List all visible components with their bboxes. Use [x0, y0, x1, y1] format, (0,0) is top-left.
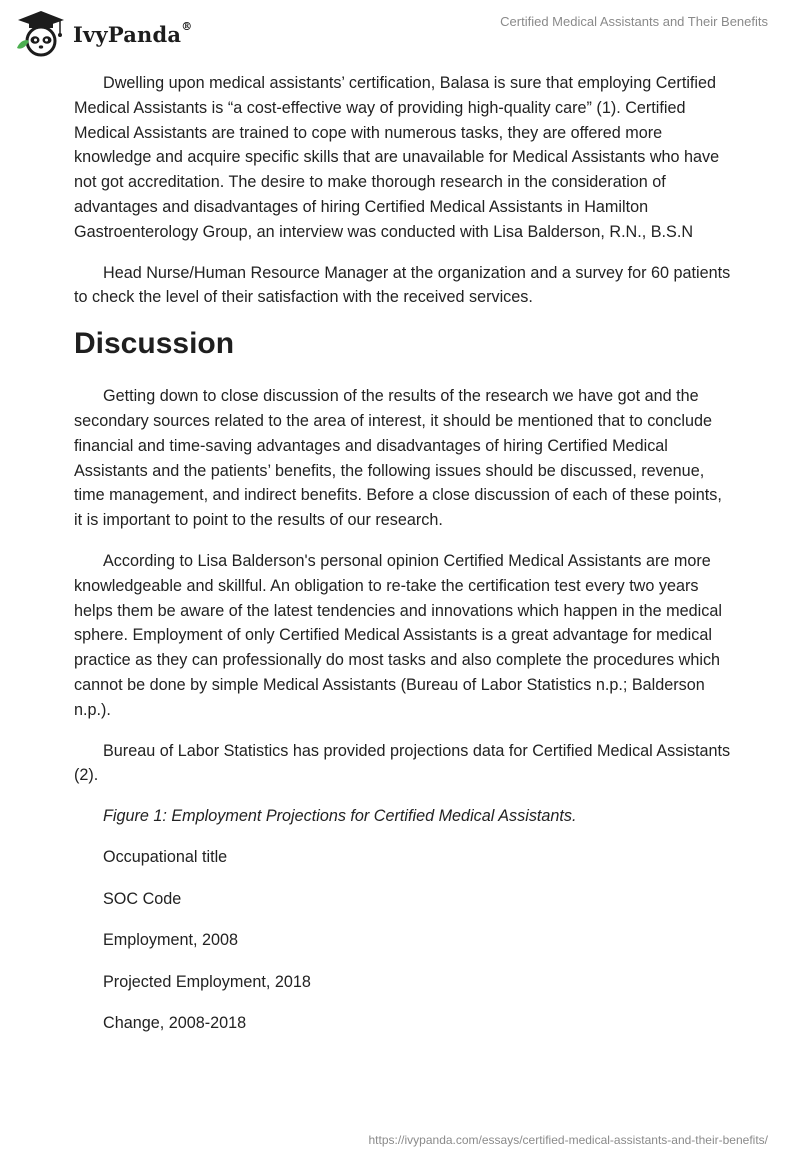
table-line: Employment, 2008 — [103, 931, 238, 950]
paragraph: Head Nurse/Human Resource Manager at the organization and a survey for 60 patients to check the level of their satisfaction with the received services. — [74, 263, 731, 307]
table-line: Projected Employment, 2018 — [103, 972, 311, 991]
brand-name: IvyPanda® — [73, 19, 193, 47]
table-line: SOC Code — [103, 889, 182, 908]
table-line: Change, 2008-2018 — [103, 1014, 247, 1033]
page-header — [0, 0, 800, 60]
paragraph: According to Lisa Balderson's personal opinion Certified Medical Assistants are more knowledgeable and skillful. An obligation to re-take the certification test every two years helps them be aware of the latest tendencies and innovations which happen in the medical sphere. Employment of only Certified Medical Assistants is a great advantage for medical practice as they can professionally do most tasks and also complete the procedures which cannot be done by simple Medical Assistants (Bureau of Labor Statistics n.p.; Balderson n.p.). — [74, 551, 722, 719]
section-heading: Discussion — [74, 327, 235, 361]
essay-body — [74, 71, 734, 1053]
paragraph: Dwelling upon medical assistants’ certification, Balasa is sure that employing Certified Medical Assistants is “a cost-effective way of providing high-quality care” (1). Certified Medical Assistants are trained to cope with numerous tasks, they are offered more knowledge and acquire specific skills that are unavailable for Medical Assistants who have not got accreditation. The desire to make thorough research in the consideration of advantages and disadvantages of hiring Certified Medical Assistants in Hamilton Gastroenterology Group, an interview was conducted with Lisa Balderson, R.N., B.S.N — [74, 74, 720, 241]
source-url[interactable]: https://ivypanda.com/essays/certified-medical-assistants-and-their-benefits/ — [368, 1133, 768, 1147]
figure-caption: Figure 1: Employment Projections for Certified Medical Assistants. — [103, 807, 577, 826]
paragraph: Getting down to close discussion of the results of the research we have got and the secondary sources related to the area of interest, it should be mentioned that to conclude financial and time-saving advantages and disadvantages of hiring Certified Medical Assistants and the patients’ benefits, the following issues should be discussed, revenue, time management, and indirect benefits. Before a close discussion of each of these points, it is important to point to the results of our research. — [74, 387, 722, 530]
paragraph: Bureau of Labor Statistics has provided projections data for Certified Medical Assistants (2). — [74, 741, 731, 785]
panda-graduate-icon — [14, 8, 66, 58]
table-line: Occupational title — [103, 848, 228, 867]
document-title: Certified Medical Assistants and Their Benefits — [500, 14, 768, 29]
ivypanda-logo[interactable] — [14, 8, 192, 58]
